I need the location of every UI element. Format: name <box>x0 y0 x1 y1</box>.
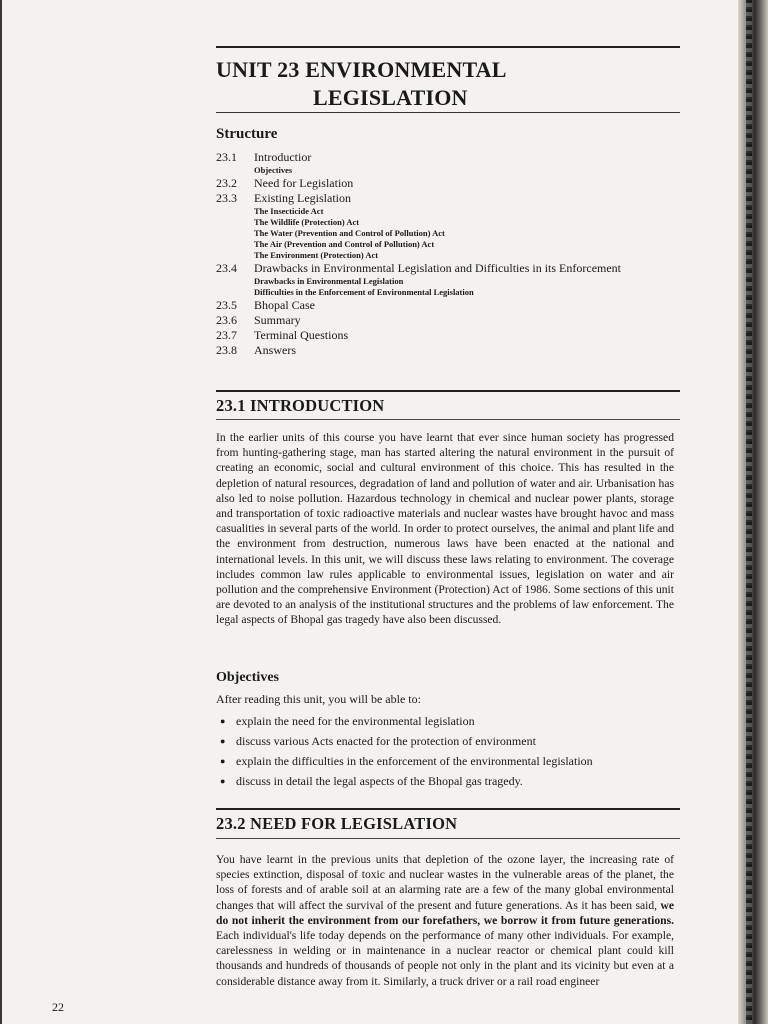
toc-label: Existing Legislation <box>254 191 351 205</box>
intro-heading: 23.1 INTRODUCTION <box>216 396 385 415</box>
intro-rule-top <box>216 390 680 392</box>
toc-item <box>216 191 686 206</box>
toc-subitem: The Air (Prevention and Control of Pollution) Act <box>254 239 435 249</box>
need-paragraph <box>216 852 674 989</box>
toc-number: 23.8 <box>216 343 237 357</box>
objective-item: ● explain the difficulties in the enforcement of the environmental legislation <box>216 751 676 771</box>
need-text-before: You have learnt in the previous units that depletion of the ozone layer, the increasing rate of species extinction, disposal of toxic and nuclear wastes in the vulnerable areas of the planet, the loss of forests and of arable soil at an alarming rate are a few of the many global environmental changes that will affect the survival of the present and future generations. As it has been said, <box>216 853 674 912</box>
toc-subitem: The Environment (Protection) Act <box>254 250 379 260</box>
objective-item: ● explain the need for the environmental legislation <box>216 711 676 731</box>
unit-title-line1: UNIT 23 ENVIRONMENTAL <box>216 57 507 82</box>
objectives-list <box>216 711 676 791</box>
need-heading: 23.2 NEED FOR LEGISLATION <box>216 814 458 833</box>
toc-subitem: The Insecticide Act <box>254 206 324 216</box>
page-edge-left <box>0 0 2 1024</box>
toc-item <box>216 150 686 165</box>
page-number: 22 <box>52 1000 64 1014</box>
toc-number: 23.2 <box>216 176 237 190</box>
toc-subitem: The Wildlife (Protection) Act <box>254 217 360 227</box>
toc-item <box>216 298 686 313</box>
toc-number: 23.5 <box>216 298 237 312</box>
toc-number: 23.6 <box>216 313 237 327</box>
toc-subitem: The Water (Prevention and Control of Pollution) Act <box>254 228 445 238</box>
objectives-heading: Objectives <box>216 670 279 685</box>
toc-subitem: Difficulties in the Enforcement of Environmental Legislation <box>254 287 474 297</box>
toc-label: Terminal Questions <box>254 328 349 342</box>
toc-item <box>216 343 686 358</box>
toc-item <box>216 261 686 276</box>
table-of-contents <box>216 150 686 358</box>
toc-label: Answers <box>254 343 296 357</box>
toc-subitem: Drawbacks in Environmental Legislation <box>254 276 404 286</box>
toc-number: 23.3 <box>216 191 237 205</box>
toc-label: Summary <box>254 313 301 327</box>
structure-heading: Structure <box>216 126 278 142</box>
intro-rule-bottom <box>216 419 680 420</box>
toc-number: 23.4 <box>216 261 237 275</box>
toc-label: Drawbacks in Environmental Legislation and Difficulties in its Enforcement <box>254 261 622 275</box>
book-binding-shadow <box>738 0 768 1024</box>
toc-item <box>216 176 686 191</box>
objectives-lead: After reading this unit, you will be able to: <box>216 692 421 706</box>
toc-number: 23.7 <box>216 328 237 342</box>
objective-item: ● discuss various Acts enacted for the protection of environment <box>216 731 676 751</box>
top-rule <box>216 46 680 48</box>
title-rule <box>216 112 680 113</box>
objective-item: ● discuss in detail the legal aspects of the Bhopal gas tragedy. <box>216 771 676 791</box>
unit-title-line2: LEGISLATION <box>313 85 468 110</box>
need-rule-top <box>216 808 680 810</box>
toc-label: Introductior <box>254 150 312 164</box>
need-rule-bottom <box>216 838 680 839</box>
toc-label: Bhopal Case <box>254 298 315 312</box>
toc-number: 23.1 <box>216 150 237 164</box>
unit-title <box>216 56 507 112</box>
need-text-after: Each individual's life today depends on the performance of many other individuals. For example, carelessness in welding or in maintenance in a nuclear reactor or chemical plant could kill thousands and hundreds of thousands of people not only in the plant and its vicinity but even at a considerable distance away from it. Similarly, a truck driver or a rail road engineer <box>216 929 674 988</box>
need-text-bold: we do not inherit the environment from our forefathers, we borrow it from future generations. <box>216 898 674 927</box>
toc-subitem: Objectives <box>254 165 293 175</box>
toc-item <box>216 313 686 328</box>
toc-item <box>216 328 686 343</box>
intro-paragraph: In the earlier units of this course you have learnt that ever since human society has progressed from hunting-gathering stage, man has started altering the natural environment in the pursuit of creating an economic, social and cultural environment of this choice. This has resulted in the depletion of natural resources, degradation of land and pollution of water and air. Urbanisation has also led to noise pollution. Hazardous technology in chemical and nuclear power plants, storage and transportation of toxic radioactive materials and nuclear wastes have brought havoc and mass casualities in several parts of the world. In order to protect ourselves, the animal and plant life and the environment from destruction, numerous laws have been enacted at the national and international levels. In this unit, we will discuss these laws relating to environment. The coverage includes common law rules applicable to environmental issues, legislation on water and air pollution and the comprehensive Environment (Protection) Act of 1986. Some sections of this unit are devoted to an analysis of the institutional structures and the problems of law enforcement. The legal aspects of Bhopal gas tragedy have also been discussed. <box>216 431 674 627</box>
toc-label: Need for Legislation <box>254 176 354 190</box>
